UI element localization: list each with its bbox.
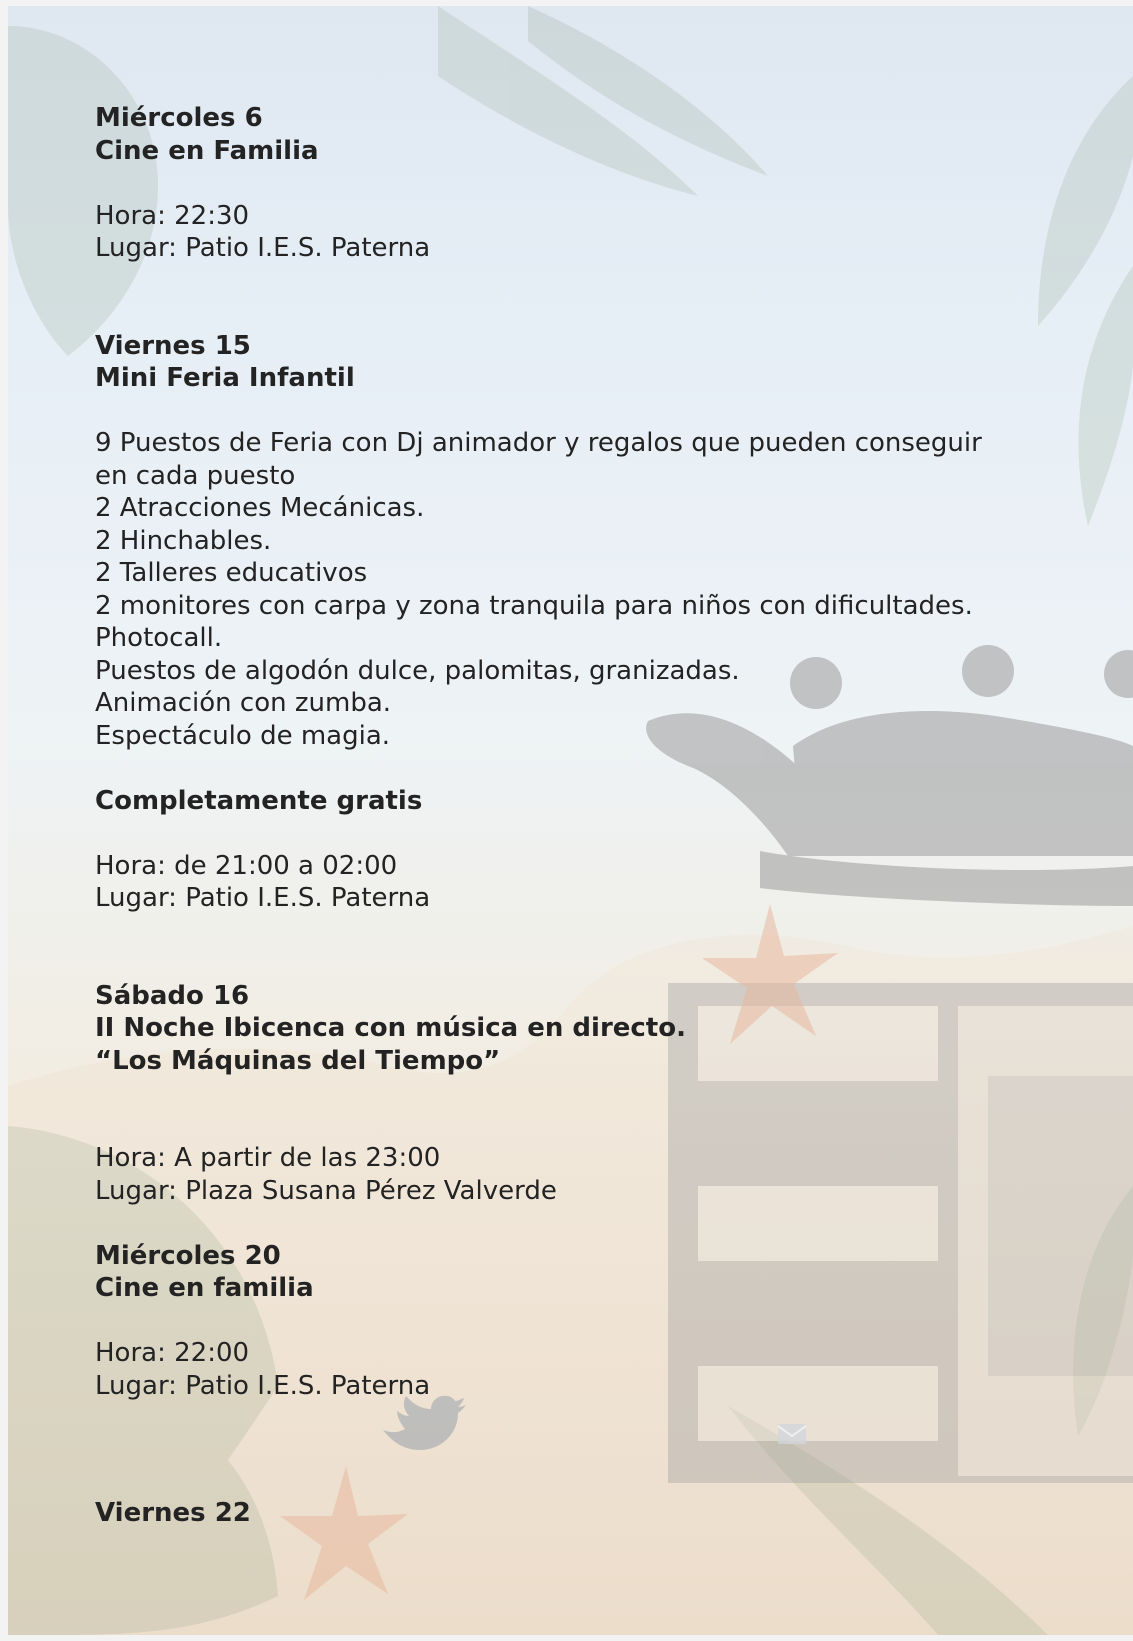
- event-time: Hora: 22:30: [95, 200, 250, 231]
- event-title: Mini Feria Infantil: [95, 363, 355, 393]
- event-date: Miércoles 6: [95, 103, 263, 133]
- spacer: [95, 915, 1095, 980]
- event-date: Sábado 16: [95, 980, 250, 1011]
- event-title: Cine en familia: [95, 1273, 314, 1303]
- spacer: [95, 1402, 1095, 1467]
- spacer: [95, 817, 1095, 850]
- spacer: [95, 395, 1095, 428]
- event-detail: 2 monitores con carpa y zona tranquila para niños con dificultades.: [95, 590, 973, 621]
- event-detail: 2 Atracciones Mecánicas.: [95, 493, 425, 523]
- event-time: Hora: 22:00: [95, 1338, 250, 1368]
- program-page: [8, 6, 1133, 1635]
- spacer: [95, 1305, 1095, 1338]
- event-detail: Espectáculo de magia.: [95, 720, 391, 751]
- event-location: Lugar: Patio I.E.S. Paterna: [95, 233, 431, 263]
- event-location: Lugar: Patio I.E.S. Paterna: [95, 883, 431, 913]
- event-detail: Puestos de algodón dulce, palomitas, granizadas.: [95, 655, 740, 686]
- event-location: Lugar: Plaza Susana Pérez Valverde: [95, 1175, 557, 1206]
- event-detail: en cada puesto: [95, 460, 296, 491]
- event-program: [95, 102, 1095, 1530]
- spacer: [95, 167, 1095, 200]
- event-date: Miércoles 20: [95, 1240, 281, 1271]
- event-date: Viernes 22: [95, 1498, 251, 1528]
- spacer: [95, 752, 1095, 785]
- event-title: Cine en Familia: [95, 135, 319, 166]
- spacer: [95, 1207, 1095, 1240]
- event-title: II Noche Ibicenca con música en directo.: [95, 1013, 686, 1043]
- spacer: [95, 265, 1095, 330]
- event-time: Hora: A partir de las 23:00: [95, 1143, 441, 1173]
- event-detail: Animación con zumba.: [95, 688, 392, 718]
- event-note: Completamente gratis: [95, 785, 423, 816]
- event-date: Viernes 15: [95, 330, 251, 361]
- event-subtitle: “Los Máquinas del Tiempo”: [95, 1045, 501, 1076]
- event-location: Lugar: Patio I.E.S. Paterna: [95, 1370, 431, 1401]
- event-detail: 2 Hinchables.: [95, 525, 272, 556]
- event-detail: 2 Talleres educativos: [95, 558, 368, 588]
- event-time: Hora: de 21:00 a 02:00: [95, 850, 398, 881]
- spacer: [95, 1467, 1095, 1497]
- event-detail: 9 Puestos de Feria con Dj animador y regalos que pueden conseguir: [95, 428, 982, 458]
- event-detail: Photocall.: [95, 623, 223, 653]
- spacer: [95, 1077, 1095, 1142]
